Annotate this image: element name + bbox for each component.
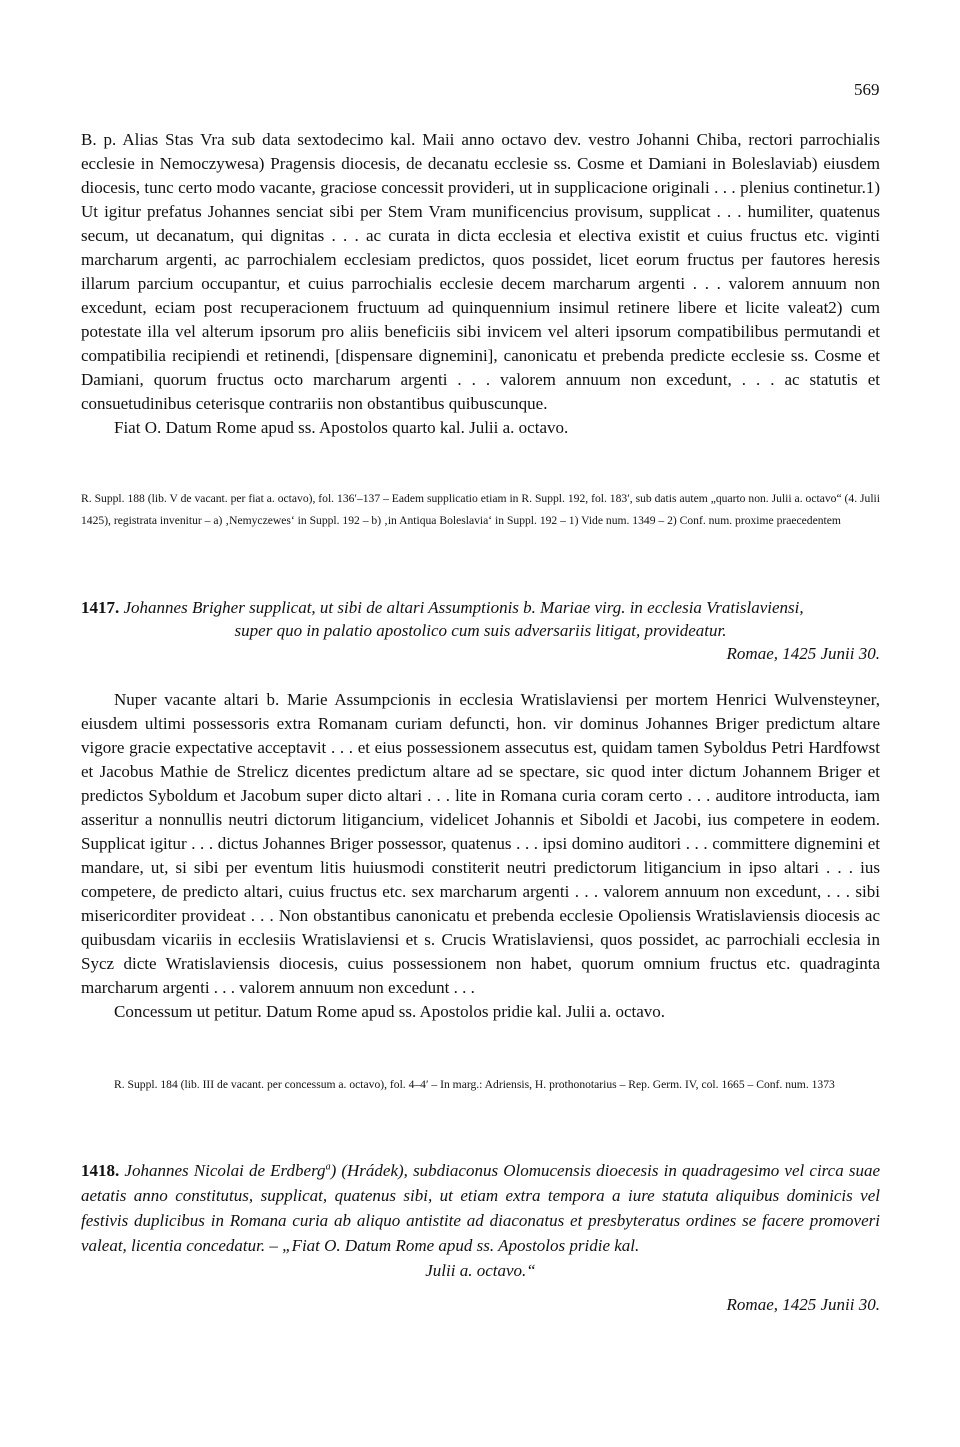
entry-1417-summary-line-1 bbox=[81, 596, 880, 619]
entry-1416-footnote bbox=[81, 488, 880, 532]
footnote-marker: a bbox=[325, 1161, 331, 1173]
entry-1416-continuation bbox=[81, 128, 880, 440]
entry-1417-text bbox=[81, 688, 880, 1024]
entry-summary-b: ) (Hrádek), subdiaconus Olomucensis dioecesis in quadragesimo vel circa suae aetatis anno constitutus, supplicat, quatenus sibi, ut etiam extra tempora a iure statuta aliquibus dominicis vel festivis duplicibus in Romana curia ab aliquo antistite ad diaconatus et presbyteratus ordines se facere promoveri valeat, licentia concedatur. – „Fiat O. Datum Rome apud ss. Apostolos pridie kal. bbox=[81, 1161, 880, 1255]
entry-1416-fiat: Fiat O. Datum Rome apud ss. Apostolos quarto kal. Julii a. octavo. bbox=[114, 418, 569, 437]
entry-number: 1417. bbox=[81, 598, 120, 617]
entry-1417-summary-line-2: super quo in palatio apostolico cum suis adversariis litigat, provideatur. bbox=[234, 621, 727, 640]
entry-1418-heading bbox=[81, 1158, 880, 1316]
entry-1417-footnote bbox=[81, 1074, 880, 1096]
entry-summary-a: Johannes Nicolai de Erdberg bbox=[124, 1161, 326, 1180]
entry-1418-summary bbox=[81, 1158, 880, 1258]
entry-1418-summary-end: Julii a. octavo.“ bbox=[425, 1261, 536, 1280]
footnote-text: R. Suppl. 188 (lib. V de vacant. per fiat a. octavo), fol. 136′–137 – Eadem supplicatio etiam in R. Suppl. 192, fol. 183′, sub datis autem „quarto non. Julii a. octavo“ (4. Julii 1425), registrata invenitur – a) ‚Nemyczewes‘ in Suppl. 192 – b) ‚in Antiqua Boleslavia‘ in Suppl. 192 – 1) Vide num. 1349 – 2) Conf. num. proxime praecedentem bbox=[81, 492, 880, 527]
entry-1417-date: Romae, 1425 Junii 30. bbox=[726, 644, 880, 663]
entry-1416-body: B. p. Alias Stas Vra sub data sextodecimo kal. Maii anno octavo dev. vestro Johanni Chiba, rectori parrochialis ecclesie in Nemoczywesa) Pragensis diocesis, de decanatu ecclesie ss. Cosme et Damiani in Boleslaviab) eiusdem diocesis, tunc certo modo vacante, graciose concessit provideri, ut in supplicacione originali . . . plenius continetur.1) Ut igitur prefatus Johannes senciat sibi per Stem Vram munificencius provisum, supplicat . . . humiliter, quatenus secum, ut decanatum, qui dignitas . . . ac curata in dicta ecclesia et electiva existit et cuius fructus etc. viginti marcharum argenti, ac parrochialem ecclesiam predictos, quos possidet, licet eorum fructus per fautores heresis illarum parcium occupantur, et cuius parrochialis ecclesie decem marcharum argenti . . . valorem annuum non excedunt, eciam post recuperacionem fructuum ad quinquennium insimul retinere libere et licite valeat2) cum potestate illa vel alterum ipsorum pro aliis beneficiis sibi invicem vel alteri ipsorum compatibilibus permutandi et compatibilia recipiendi et retinendi, [dispensare dignemini], canonicatu et prebenda predicte ecclesie ss. Cosme et Damiani, quorum fructus octo marcharum argenti . . . valorem annuum non excedunt, . . . ac statutis et consuetudinibus ceterisque contrariis non obstantibus quibuscunque. bbox=[81, 130, 880, 413]
footnote-text: R. Suppl. 184 (lib. III de vacant. per concessum a. octavo), fol. 4–4′ – In marg.: Adriensis, H. prothonotarius – Rep. Germ. IV, col. 1665 – Conf. num. 1373 bbox=[114, 1078, 835, 1091]
entry-1417-body: Nuper vacante altari b. Marie Assumpcionis in ecclesia Wratislaviensi per mortem Henrici Wulvensteyner, eiusdem ultimi possessoris extra Romanam curiam defuncti, hon. vir dominus Johannes Briger predictum altare vigore gracie expectative acceptavit . . . et eius possessionem assecutus est, quidam tamen Syboldus Petri Hardfowst et Jacobus Mathie de Strelicz dicentes predictum altare ad se spectare, sic quod inter dictum Johannem Briger et predictos Syboldum et Jacobum super dicto altari . . . lite in Romana curia coram certo . . . auditore introducta, iam asseritur a nonnullis neutri dictorum litigancium, videlicet Johannis et Siboldi et Jacobi, ius competere in eodem. Supplicat igitur . . . dictus Johannes Briger possessor, quatenus . . . ipsi domino auditori . . . committere dignemini et mandare, ut, si sibi per eventum litis huiusmodi constiterit neutri predictorum litigancium in ipso altari . . . ius competere, de predicto altari, cuius fructus etc. sex marcharum argenti . . . valorem annuum non excedunt, . . . sibi misericorditer provideat . . . Non obstantibus canonicatu et prebenda ecclesie Opoliensis Wratislaviensis diocesis ac quibusdam vicariis in ecclesiis Wratislaviensi et s. Crucis Wratislaviensi, quos possidet, ac parrochiali ecclesia in Sycz dicte Wratislaviensis diocesis, cuius possessionem non habet, quorum omnium fructus etc. quadraginta marcharum argenti . . . valorem annuum non excedunt . . . bbox=[81, 690, 880, 997]
page-number: 569 bbox=[854, 80, 880, 99]
entry-1417-heading bbox=[81, 596, 880, 665]
entry-number: 1418. bbox=[81, 1161, 120, 1180]
entry-1417-concessum: Concessum ut petitur. Datum Rome apud ss. Apostolos pridie kal. Julii a. octavo. bbox=[114, 1002, 666, 1021]
entry-summary: Johannes Brigher supplicat, ut sibi de altari Assumptionis b. Mariae virg. in ecclesia Vratislaviensi, bbox=[123, 598, 804, 617]
entry-1418-date: Romae, 1425 Junii 30. bbox=[726, 1295, 880, 1314]
